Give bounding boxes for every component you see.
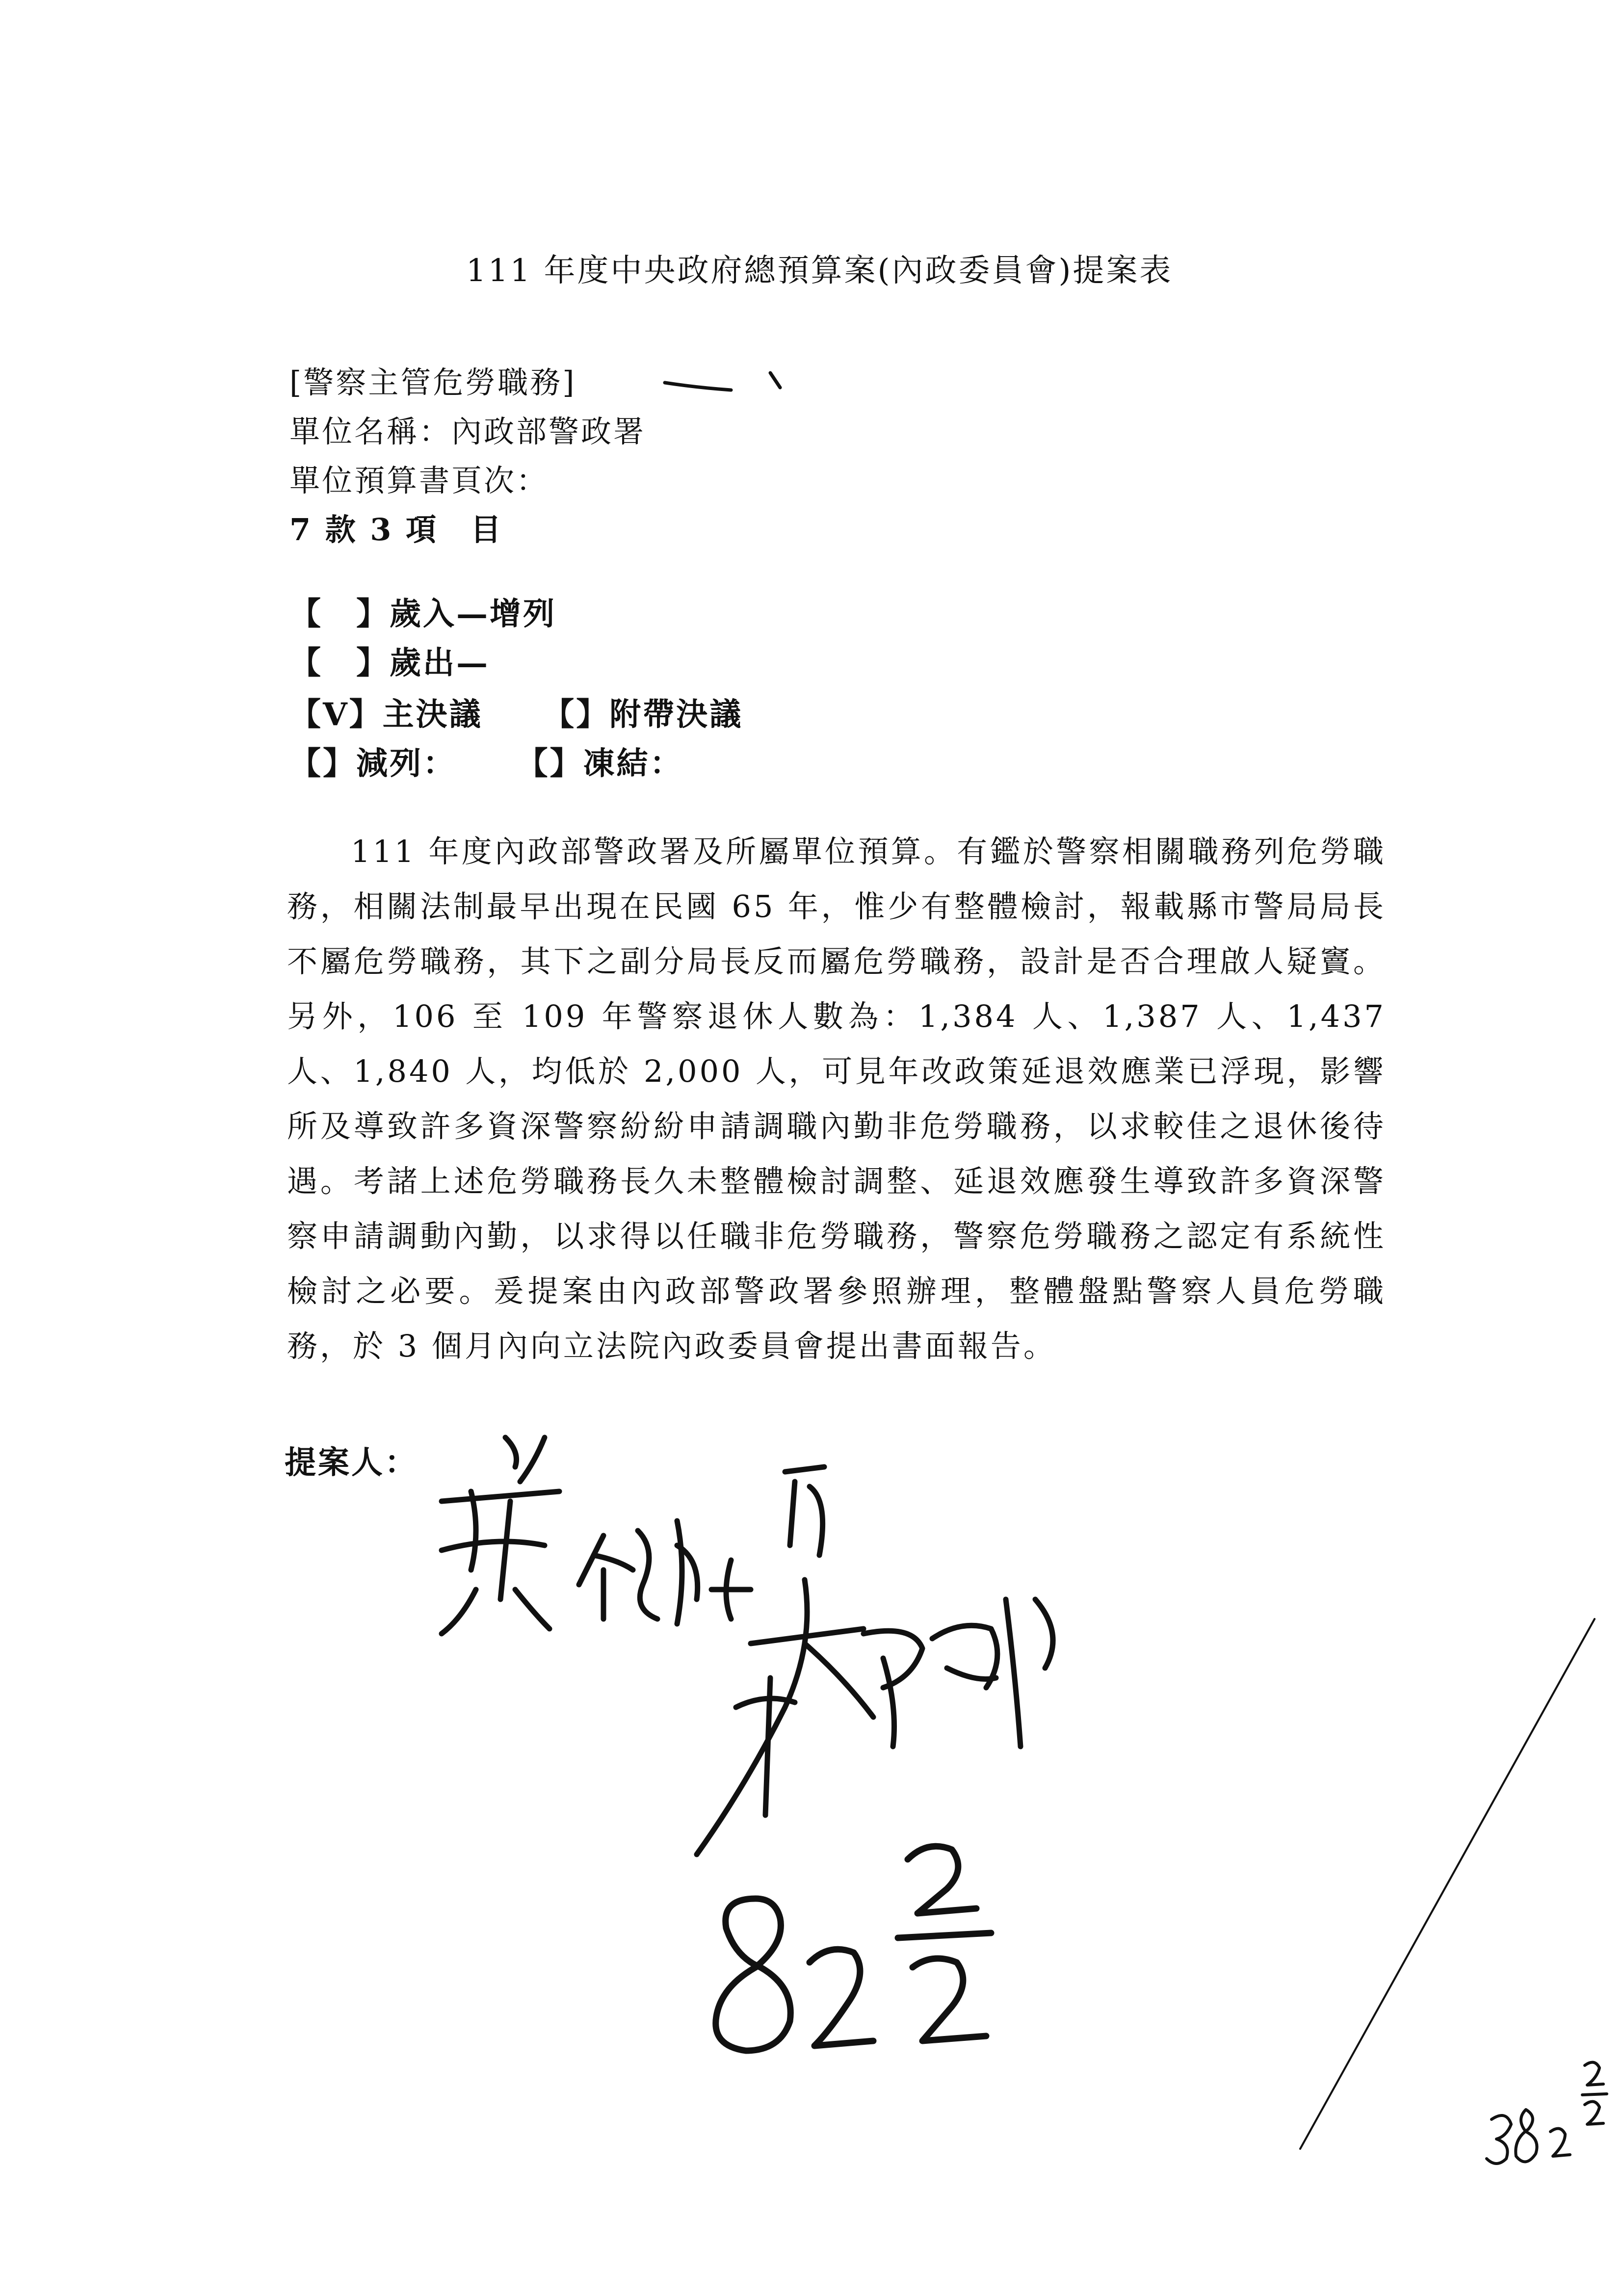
unit-name: 單位名稱：內政部警政署 [289, 414, 646, 449]
option-expenditure: 【 】歲出— [289, 645, 490, 681]
option-reduction-freeze-row [289, 738, 683, 783]
handwritten-page-number [1487, 2062, 1607, 2164]
proposer-label: 提案人： [285, 1444, 418, 1481]
option-freeze: 【】凍結： [516, 745, 683, 782]
option-resolutions-row [289, 689, 743, 734]
item-reference: 7 款 3 項 目 [289, 512, 503, 548]
option-reduction: 【】減列： [289, 745, 456, 782]
proposal-body: 111 年度內政部警政署及所屬單位預算。有鑑於警察相關職務列危勞職務，相關法制最早出現在民國 65 年，惟少有整體檢討，報載縣市警局局長不屬危勞職務，其下之副分局長反而屬危勞職務，設計是否合理啟人疑竇。另外，106 至 109 年警察退休人數為：1,384 人、1,387 人、1,437 人、1,840 人，均低於 2,000 人，可見年改政策延退效應業已浮現，影響所及導致許多資深警察紛紛申請調職內勤非危勞職務，以求較佳之退休後待遇。考諸上述危勞職務長久未整體檢討調整、延退效應發生導致許多資深警察申請調動內勤，以求得以任職非危勞職務，警察危勞職務之認定有系統性檢討之必要。爰提案由內政部警政署參照辦理，整體盤點警察人員危勞職務，於 3 個月內向立法院內政委員會提出書面報告。 [287, 834, 1386, 1364]
document-title: 111 年度中央政府總預算案(內政委員會)提案表 [466, 253, 1173, 289]
handwritten-number-large [716, 1846, 991, 2051]
diagonal-pen-stroke [1300, 1619, 1595, 2149]
scribble-mark [665, 373, 780, 390]
category-label: [警察主管危勞職務] [289, 365, 576, 400]
signature-1 [442, 1437, 824, 1634]
option-main-resolution: 【V】主決議 [289, 696, 483, 733]
budget-page-label: 單位預算書頁次： [289, 463, 549, 498]
option-revenue-increase: 【 】歲入—增列 [289, 596, 556, 632]
signature-2 [697, 1580, 1053, 1854]
option-supplementary-resolution: 【】附帶決議 [543, 696, 743, 733]
